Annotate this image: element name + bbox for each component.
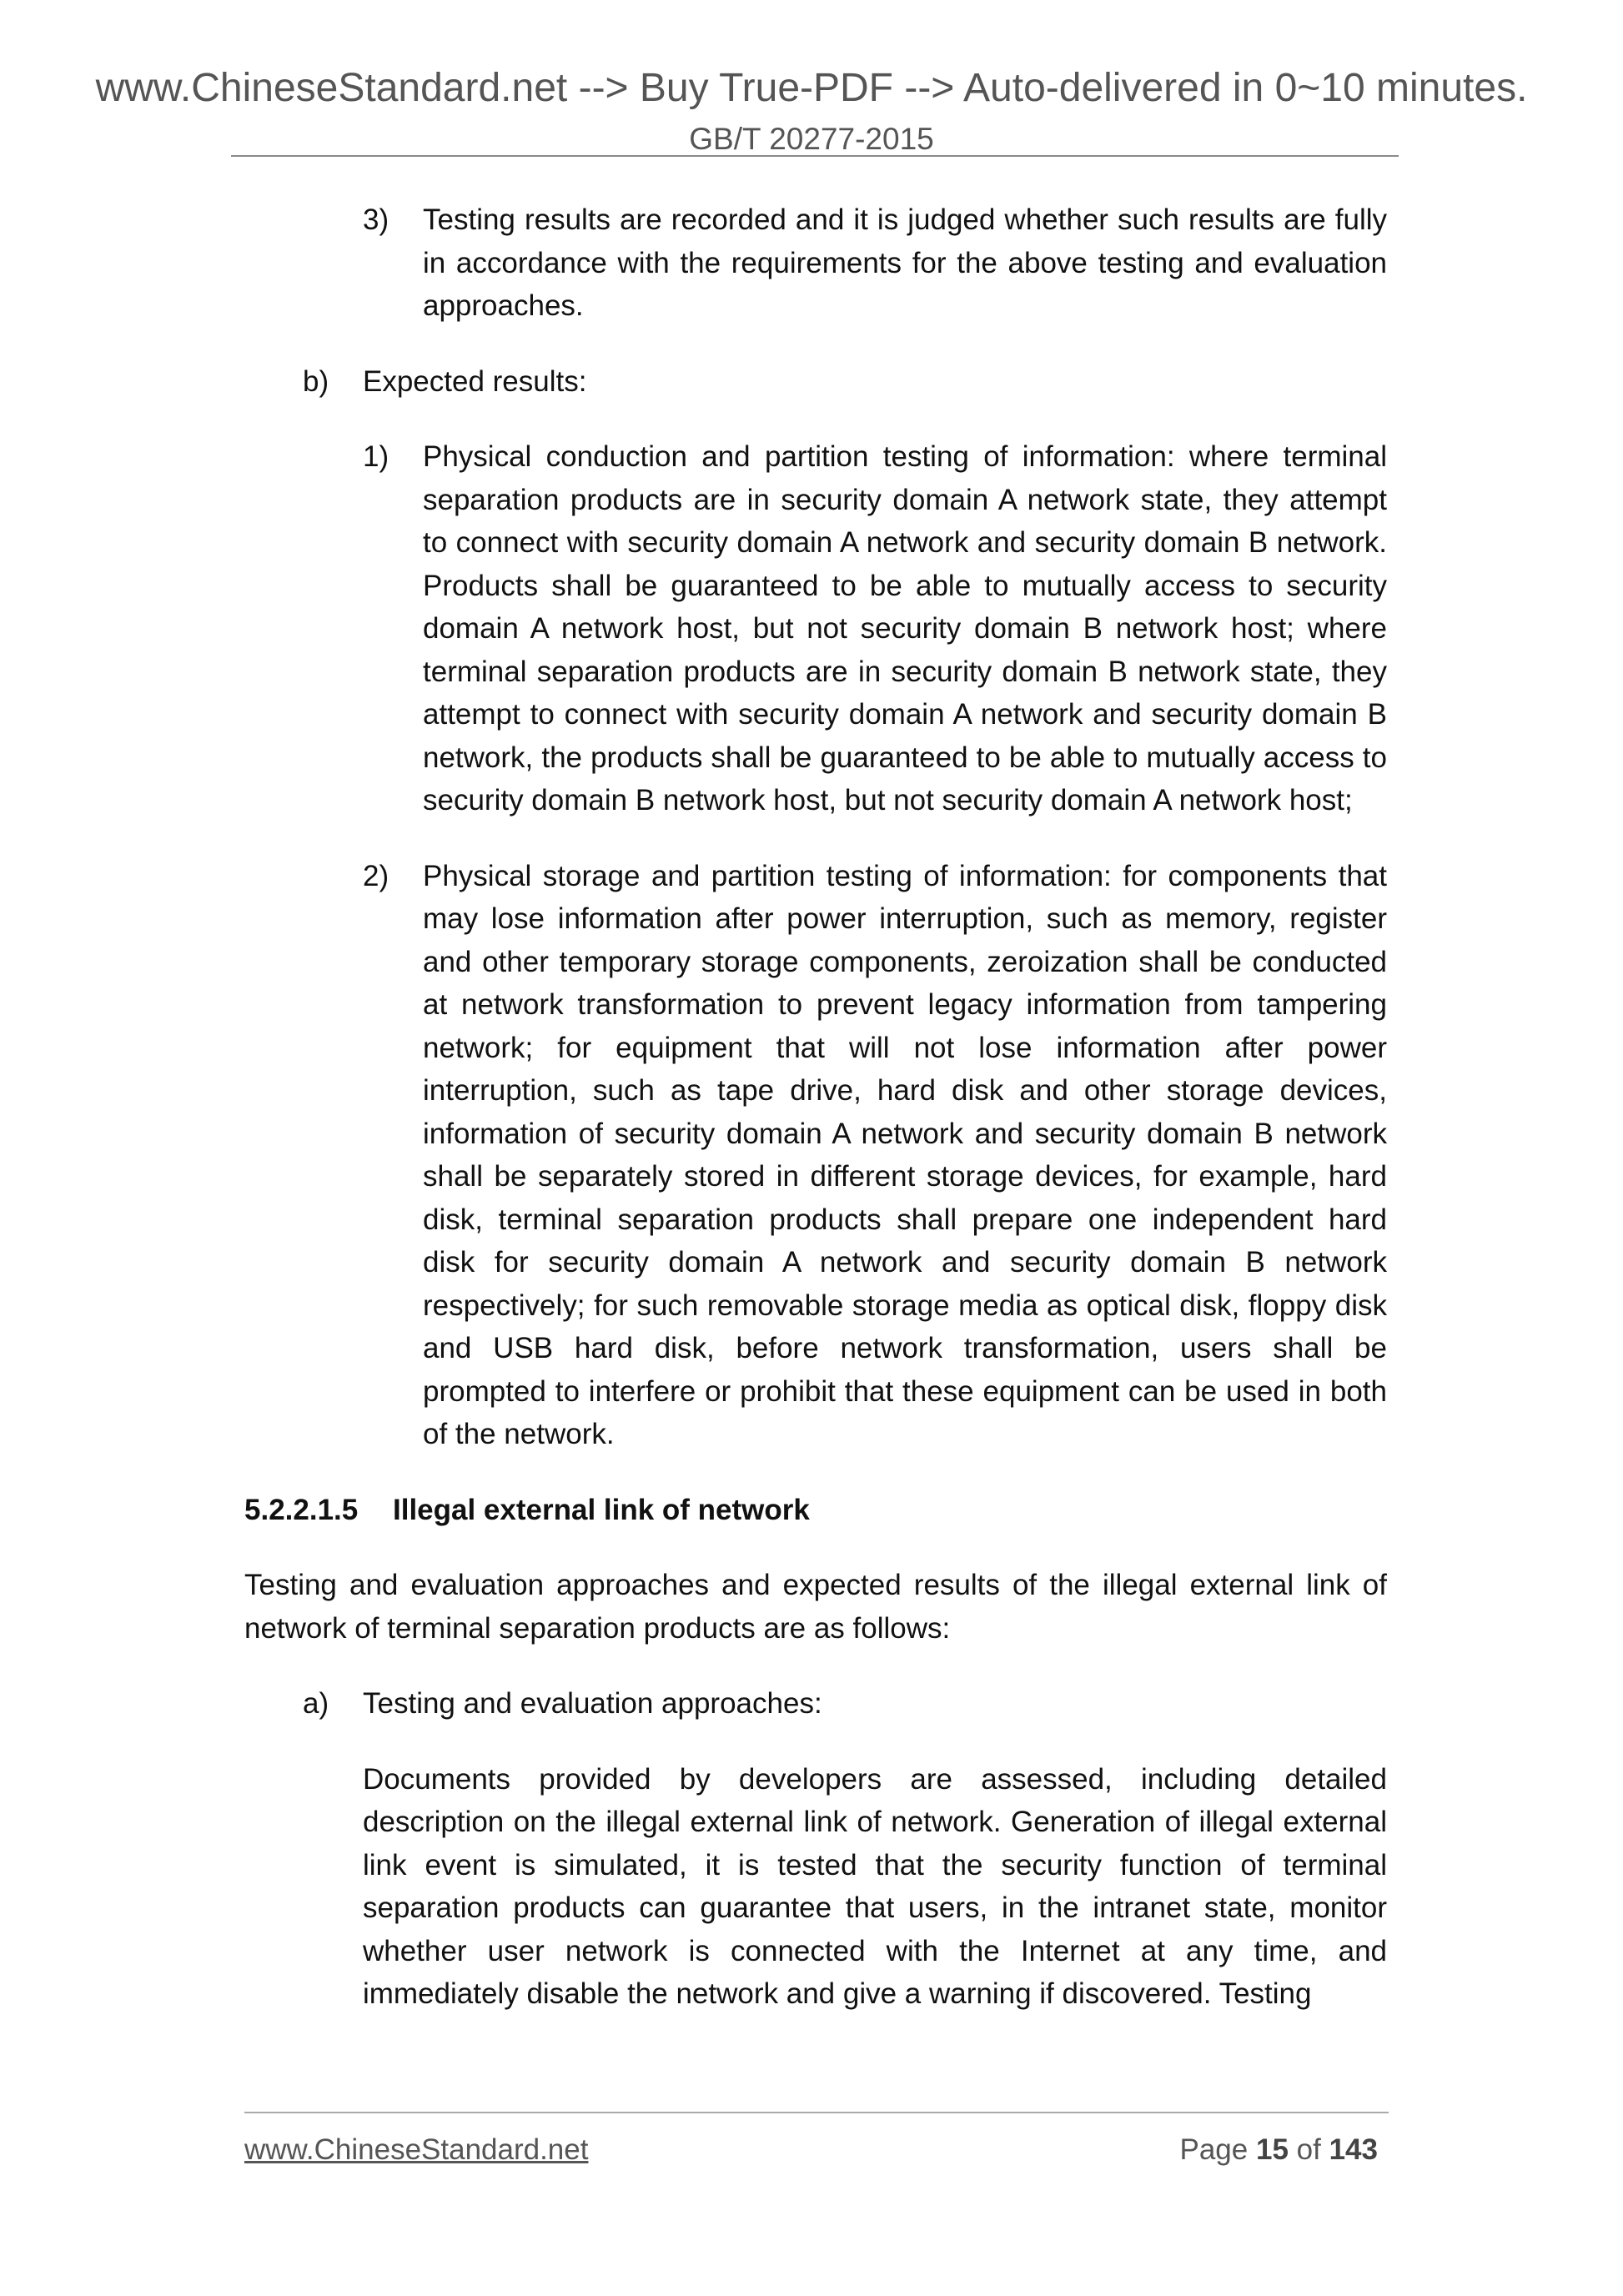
item-a-paragraph: Documents provided by developers are assessed, including detailed description on the illegal external link of network. Generation of illegal external link event is simulated, it is tested that the security function of terminal separation products can guarantee that users, in the intranet state, monitor whether user network is connected with the Internet at any time, and immediately disable the network and give a warning if discovered. Testing <box>363 1762 1387 2010</box>
list-marker: 3) <box>363 203 389 236</box>
list-item-b-1 <box>244 435 1387 822</box>
page-current: 15 <box>1255 2133 1289 2166</box>
page-total: 143 <box>1329 2133 1378 2166</box>
list-item-b-3 <box>244 198 1387 328</box>
page-number <box>1180 2133 1379 2167</box>
list-marker: 2) <box>363 859 389 892</box>
page-of: of <box>1296 2133 1321 2166</box>
section-heading <box>244 1489 1387 1532</box>
footer-website-link[interactable]: www.ChineseStandard.net <box>244 2133 589 2166</box>
list-item-a <box>244 1682 1387 1726</box>
list-item-text: Testing results are recorded and it is judged whether such results are fully in accordance with the requirements for the above testing and evaluation approaches. <box>423 203 1387 322</box>
list-marker: b) <box>303 364 329 398</box>
page-label: Page <box>1179 2133 1249 2166</box>
list-marker: 1) <box>363 440 389 473</box>
list-item-text: Physical conduction and partition testing of information: where terminal separation products are in security domain A network state, they attempt to connect with security domain A network and security domain B network. Products shall be guaranteed to be able to mutually access to security domain A network host, but not security domain B network host; where terminal separation products are in security domain B network state, they attempt to connect with security domain A network and security domain B network, the products shall be guaranteed to be able to mutually access to security domain B network host, but not security domain A network host; <box>423 440 1387 816</box>
list-item-text: Testing and evaluation approaches: <box>363 1687 822 1720</box>
section-title: Illegal external link of network <box>393 1493 810 1526</box>
page-content <box>244 198 1387 2048</box>
list-item-b-2 <box>244 855 1387 1456</box>
standard-number: GB/T 20277-2015 <box>689 122 934 156</box>
header-divider <box>231 155 1399 157</box>
list-item-text: Physical storage and partition testing of information: for components that may lose information after power interruption, such as memory, register and other temporary storage components, zeroization shall be conducted at network transformation to prevent legacy information from tampering network; for equipment that will not lose information after power interruption, such as tape drive, hard disk and other storage devices, information of security domain A network and security domain B network shall be separately stored in different storage devices, for example, hard disk, terminal separation products shall prepare one independent hard disk for security domain A network and security domain B network respectively; for such removable storage media as optical disk, floppy disk and USB hard disk, before network transformation, users shall be prompted to interfere or prohibit that these equipment can be used in both of the network. <box>423 859 1387 1450</box>
list-item-b <box>244 360 1387 404</box>
list-marker: a) <box>303 1687 329 1720</box>
section-intro: Testing and evaluation approaches and expected results of the illegal external link of network of terminal separation products are as follows: <box>244 1569 1387 1645</box>
list-item-text: Expected results: <box>363 364 587 398</box>
footer-divider <box>244 2112 1389 2113</box>
section-number: 5.2.2.1.5 <box>244 1493 359 1526</box>
header-banner: www.ChineseStandard.net --> Buy True-PDF --> Auto-delivered in 0~10 minutes. <box>95 66 1528 110</box>
